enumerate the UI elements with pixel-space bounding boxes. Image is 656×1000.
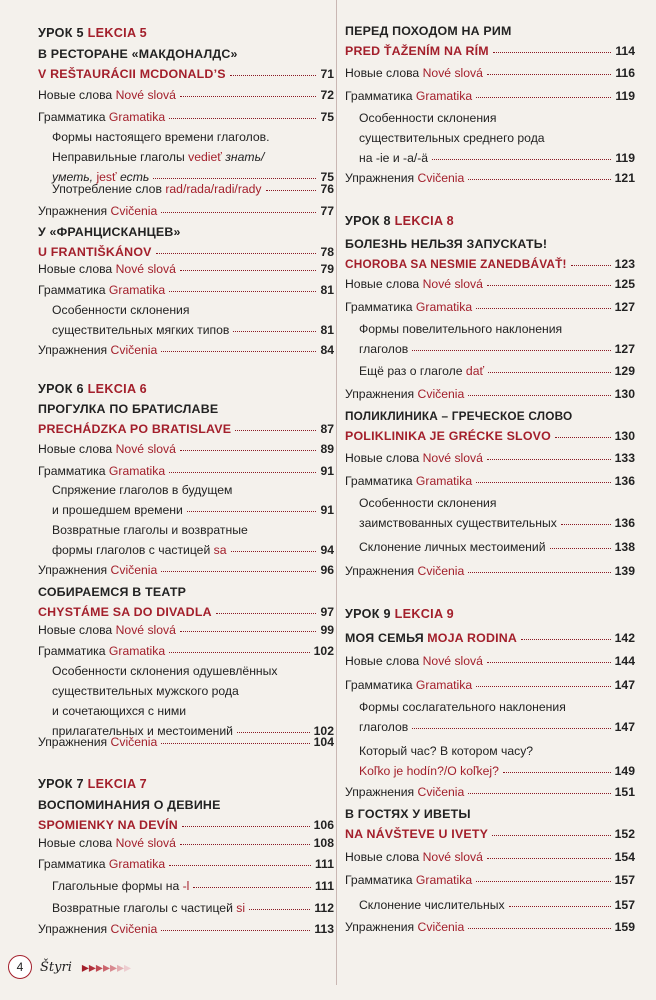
toc-entry-brat-exercises[interactable]: Упражнения Cvičenia 96 — [38, 563, 334, 577]
toc-entry-polyclinic[interactable]: ПОЛИКЛИНИКА – ГРЕЧЕСКОЕ СЛОВО POLIKLINIKA JE GRÉCKE SLOVO 130 — [345, 409, 635, 443]
lesson-9-header: УРОК 9 LEKCIA 9 — [345, 607, 454, 621]
lesson-5-header: УРОК 5 LEKCIA 5 — [38, 26, 147, 40]
toc-entry-rim-neuter-nouns[interactable]: Особенности склонения существительных среднего рода на -ie и -a/-ä 119 — [359, 111, 635, 165]
toc-entry-mcd-present-tense[interactable]: Формы настоящего времени глаголов. Неправильные глаголы vedieť знать/ уметь, jesť есть 75 — [52, 130, 334, 184]
toc-entry-devin[interactable]: ВОСПОМИНАНИЯ О ДЕВИНЕ SPOMIENKY NA DEVÍN 106 — [38, 798, 334, 832]
toc-entry-rim-grammar[interactable]: Грамматика Gramatika 119 — [345, 89, 635, 103]
toc-entry-iv-words[interactable]: Новые слова Nové slová 154 — [345, 850, 635, 864]
toc-entry-chor-exercises[interactable]: Упражнения Cvičenia 130 — [345, 387, 635, 401]
page-number-word: Štyri — [40, 959, 72, 975]
toc-entry-iv-numerals[interactable]: Склонение числительных 157 — [359, 898, 635, 912]
toc-entry-poli-pronouns[interactable]: Склонение личных местоимений 138 — [359, 540, 635, 554]
toc-entry-franciscans[interactable]: У «ФРАНЦИСКАНЦЕВ» U FRANTIŠKÁNOV 78 — [38, 225, 334, 259]
triangle-right-icon: ▸ — [81, 959, 89, 975]
toc-entry-rod-subjunctive[interactable]: Формы сослагательного наклонения глаголов 147 — [359, 700, 635, 734]
triangle-right-icon: ▸ — [117, 959, 125, 975]
toc-entry-poli-exercises[interactable]: Упражнения Cvičenia 139 — [345, 564, 635, 578]
triangle-right-icon: ▸ — [88, 959, 96, 975]
toc-entry-mcd-exercises[interactable]: Упражнения Cvičenia 77 — [38, 204, 334, 218]
toc-entry-chor-grammar[interactable]: Грамматика Gramatika 127 — [345, 300, 635, 314]
lesson-8-header: УРОК 8 LEKCIA 8 — [345, 214, 454, 228]
toc-entry-brat-future-past[interactable]: Спряжение глаголов в будущем и прошедшем времени 91 — [52, 483, 334, 517]
arrow-decoration — [82, 960, 131, 974]
toc-entry-brat-grammar[interactable]: Грамматика Gramatika 91 — [38, 464, 334, 478]
toc-entry-rod-words[interactable]: Новые слова Nové slová 144 — [345, 654, 635, 668]
toc-entry-poli-words[interactable]: Новые слова Nové slová 133 — [345, 451, 635, 465]
triangle-right-icon: ▸ — [95, 959, 103, 975]
page-number-badge: 4 — [8, 955, 32, 979]
toc-entry-brat-words[interactable]: Новые слова Nové slová 89 — [38, 442, 334, 456]
page-footer — [8, 955, 131, 979]
toc-entry-theatre[interactable]: СОБИРАЕМСЯ В ТЕАТР CHYSTÁME SA DO DIVADLA 97 — [38, 585, 334, 619]
lesson-7-header: УРОК 7 LEKCIA 7 — [38, 777, 147, 791]
toc-entry-mcd-rad[interactable]: Употребление слов rad/rada/radi/rady 76 — [52, 182, 334, 196]
toc-entry-rod-exercises[interactable]: Упражнения Cvičenia 151 — [345, 785, 635, 799]
toc-entry-div-words[interactable]: Новые слова Nové slová 99 — [38, 623, 334, 637]
toc-entry-devin-exercises[interactable]: Упражнения Cvičenia 113 — [38, 922, 334, 936]
triangle-right-icon: ▸ — [102, 959, 110, 975]
lesson-6-header: УРОК 6 LEKCIA 6 — [38, 382, 147, 396]
toc-entry-fran-grammar[interactable]: Грамматика Gramatika 81 — [38, 283, 334, 297]
toc-entry-rim-exercises[interactable]: Упражнения Cvičenia 121 — [345, 171, 635, 185]
toc-entry-rod-time[interactable]: Который час? В котором часу? Koľko je hodín?/O koľkej? 149 — [359, 744, 635, 778]
toc-entry-illness[interactable]: БОЛЕЗНЬ НЕЛЬЗЯ ЗАПУСКАТЬ! CHOROBA SA NESMIE ZANEDBÁVAŤ! 123 — [345, 237, 635, 271]
toc-entry-rome[interactable]: ПЕРЕД ПОХОДОМ НА РИМ PRED ŤAŽENÍM NA RÍM 114 — [345, 24, 635, 58]
toc-entry-mcd-grammar[interactable]: Грамматика Gramatika 75 — [38, 110, 334, 124]
toc-entry-devin-words[interactable]: Новые слова Nové slová 108 — [38, 836, 334, 850]
toc-entry-mcdonalds[interactable]: В РЕСТОРАНЕ «МАКДОНАЛДС» V REŠTAURÁCII MCDONALD’S 71 — [38, 47, 334, 81]
toc-entry-devin-l-forms[interactable]: Глагольные формы на -l 111 — [52, 879, 334, 893]
toc-entry-rod-grammar[interactable]: Грамматика Gramatika 147 — [345, 678, 635, 692]
toc-entry-fran-words[interactable]: Новые слова Nové slová 79 — [38, 262, 334, 276]
toc-entry-iv-exercises[interactable]: Упражнения Cvičenia 159 — [345, 920, 635, 934]
toc-entry-iveta[interactable]: В ГОСТЯХ У ИВЕТЫ NA NÁVŠTEVE U IVETY 152 — [345, 807, 635, 841]
toc-entry-rim-words[interactable]: Новые слова Nové slová 116 — [345, 66, 635, 80]
toc-entry-fran-exercises[interactable]: Упражнения Cvičenia 84 — [38, 343, 334, 357]
toc-entry-div-exercises[interactable]: Упражнения Cvičenia 104 — [38, 735, 334, 749]
toc-entry-family[interactable]: МОЯ СЕМЬЯ MOJA RODINA 142 — [345, 631, 635, 645]
toc-entry-poli-grammar[interactable]: Грамматика Gramatika 136 — [345, 474, 635, 488]
toc-entry-devin-grammar[interactable]: Грамматика Gramatika 111 — [38, 857, 334, 871]
toc-entry-chor-words[interactable]: Новые слова Nové slová 125 — [345, 277, 635, 291]
toc-entry-iv-grammar[interactable]: Грамматика Gramatika 157 — [345, 873, 635, 887]
toc-entry-chor-dat[interactable]: Ещё раз о глаголе dať 129 — [359, 364, 635, 378]
triangle-right-icon: ▸ — [124, 959, 132, 975]
column-divider — [336, 0, 337, 985]
toc-entry-div-animate-nouns[interactable]: Особенности склонения одушевлённых существительных мужского рода и сочетающихся с ними прилагательных и местоимений 102 — [52, 664, 334, 738]
toc-entry-fran-soft-nouns[interactable]: Особенности склонения существительных мягких типов 81 — [52, 303, 334, 337]
toc-entry-brat-reflexive[interactable]: Возвратные глаголы и возвратные формы глаголов с частицей sa 94 — [52, 523, 334, 557]
toc-entry-div-grammar[interactable]: Грамматика Gramatika 102 — [38, 644, 334, 658]
toc-entry-devin-si[interactable]: Возвратные глаголы с частицей si 112 — [52, 901, 334, 915]
toc-entry-poli-loan-nouns[interactable]: Особенности склонения заимствованных существительных 136 — [359, 496, 635, 530]
toc-entry-mcd-words[interactable]: Новые слова Nové slová 72 — [38, 88, 334, 102]
toc-entry-bratislava[interactable]: ПРОГУЛКА ПО БРАТИСЛАВЕ PRECHÁDZKA PO BRATISLAVE 87 — [38, 402, 334, 436]
triangle-right-icon: ▸ — [109, 959, 118, 975]
toc-entry-chor-imperative[interactable]: Формы повелительного наклонения глаголов 127 — [359, 322, 635, 356]
